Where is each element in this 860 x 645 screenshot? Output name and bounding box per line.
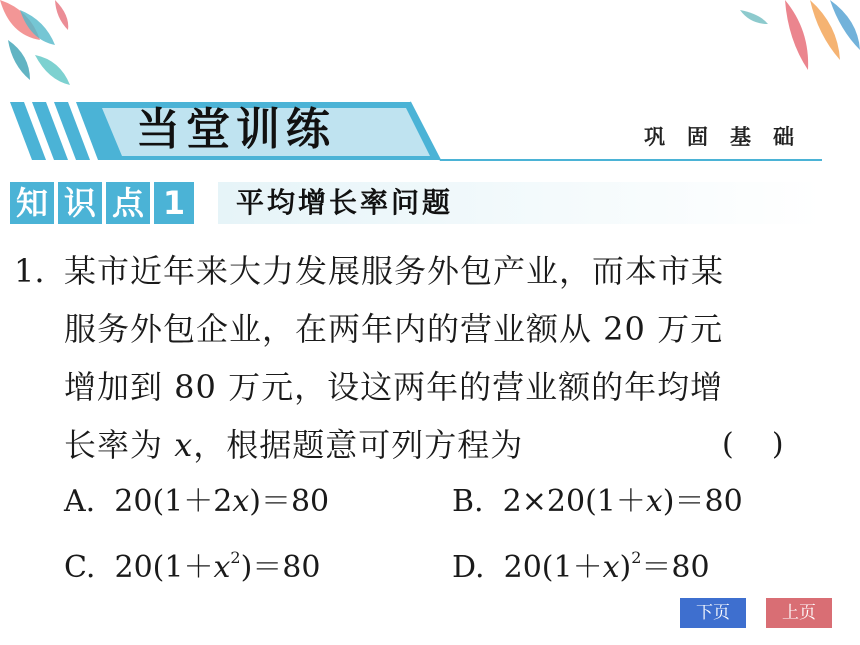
leaf-decoration-right <box>730 0 860 75</box>
knowledge-point-char: 识 <box>58 182 102 224</box>
option-label: B. <box>452 484 484 519</box>
option-text: ＝80 <box>641 550 710 585</box>
variable-x: x <box>602 550 620 585</box>
question-line: 增加到 80 万元，设这两年的营业额的年均增 <box>64 368 724 406</box>
next-page-button[interactable]: 下页 <box>680 598 746 628</box>
question-stem <box>64 242 834 474</box>
option-d[interactable] <box>452 536 710 590</box>
banner-subtitle: 巩固基础 <box>644 125 816 149</box>
knowledge-point-char: 知 <box>10 182 54 224</box>
knowledge-point-badge <box>10 182 194 224</box>
option-text: 2×20(1＋ <box>502 484 646 519</box>
option-text: )＝80 <box>249 484 330 519</box>
answer-blank[interactable]: ( ) <box>722 427 784 462</box>
variable-x: x <box>645 484 663 519</box>
question-line: 某市近年来大力发展服务外包产业，而本市某 <box>64 252 725 290</box>
knowledge-point-title: 平均增长率问题 <box>218 182 822 224</box>
leaf-decoration-left <box>0 0 95 95</box>
question-text: 长率为 <box>64 426 175 464</box>
section-banner <box>10 100 822 162</box>
question-text: ，根据题意可列方程为 <box>193 426 524 464</box>
previous-page-button[interactable]: 上页 <box>766 598 832 628</box>
option-label: D. <box>452 550 485 585</box>
exponent: 2 <box>631 548 642 567</box>
option-text: 20(1＋ <box>503 550 603 585</box>
knowledge-point-char: 点 <box>106 182 150 224</box>
option-label: A. <box>64 484 96 519</box>
banner-title: 当堂训练 <box>136 104 336 155</box>
option-c[interactable] <box>64 536 320 590</box>
option-text: )＝80 <box>240 550 321 585</box>
option-label: C. <box>64 550 96 585</box>
variable-x: x <box>232 484 250 519</box>
option-text: 20(1＋ <box>114 550 214 585</box>
variable-x: x <box>213 550 231 585</box>
question-line: 服务外包企业，在两年内的营业额从 20 万元 <box>64 310 724 348</box>
option-a[interactable] <box>64 480 329 524</box>
knowledge-point-number: 1 <box>154 182 194 224</box>
option-text: )＝80 <box>662 484 743 519</box>
option-text: ) <box>619 550 632 585</box>
variable-x: x <box>174 426 194 464</box>
question-number: 1. <box>14 252 45 290</box>
question-line-last <box>64 416 834 474</box>
option-text: 20(1＋2 <box>114 484 233 519</box>
exponent: 2 <box>230 548 241 567</box>
option-b[interactable] <box>452 480 743 524</box>
knowledge-point-row <box>10 182 822 226</box>
